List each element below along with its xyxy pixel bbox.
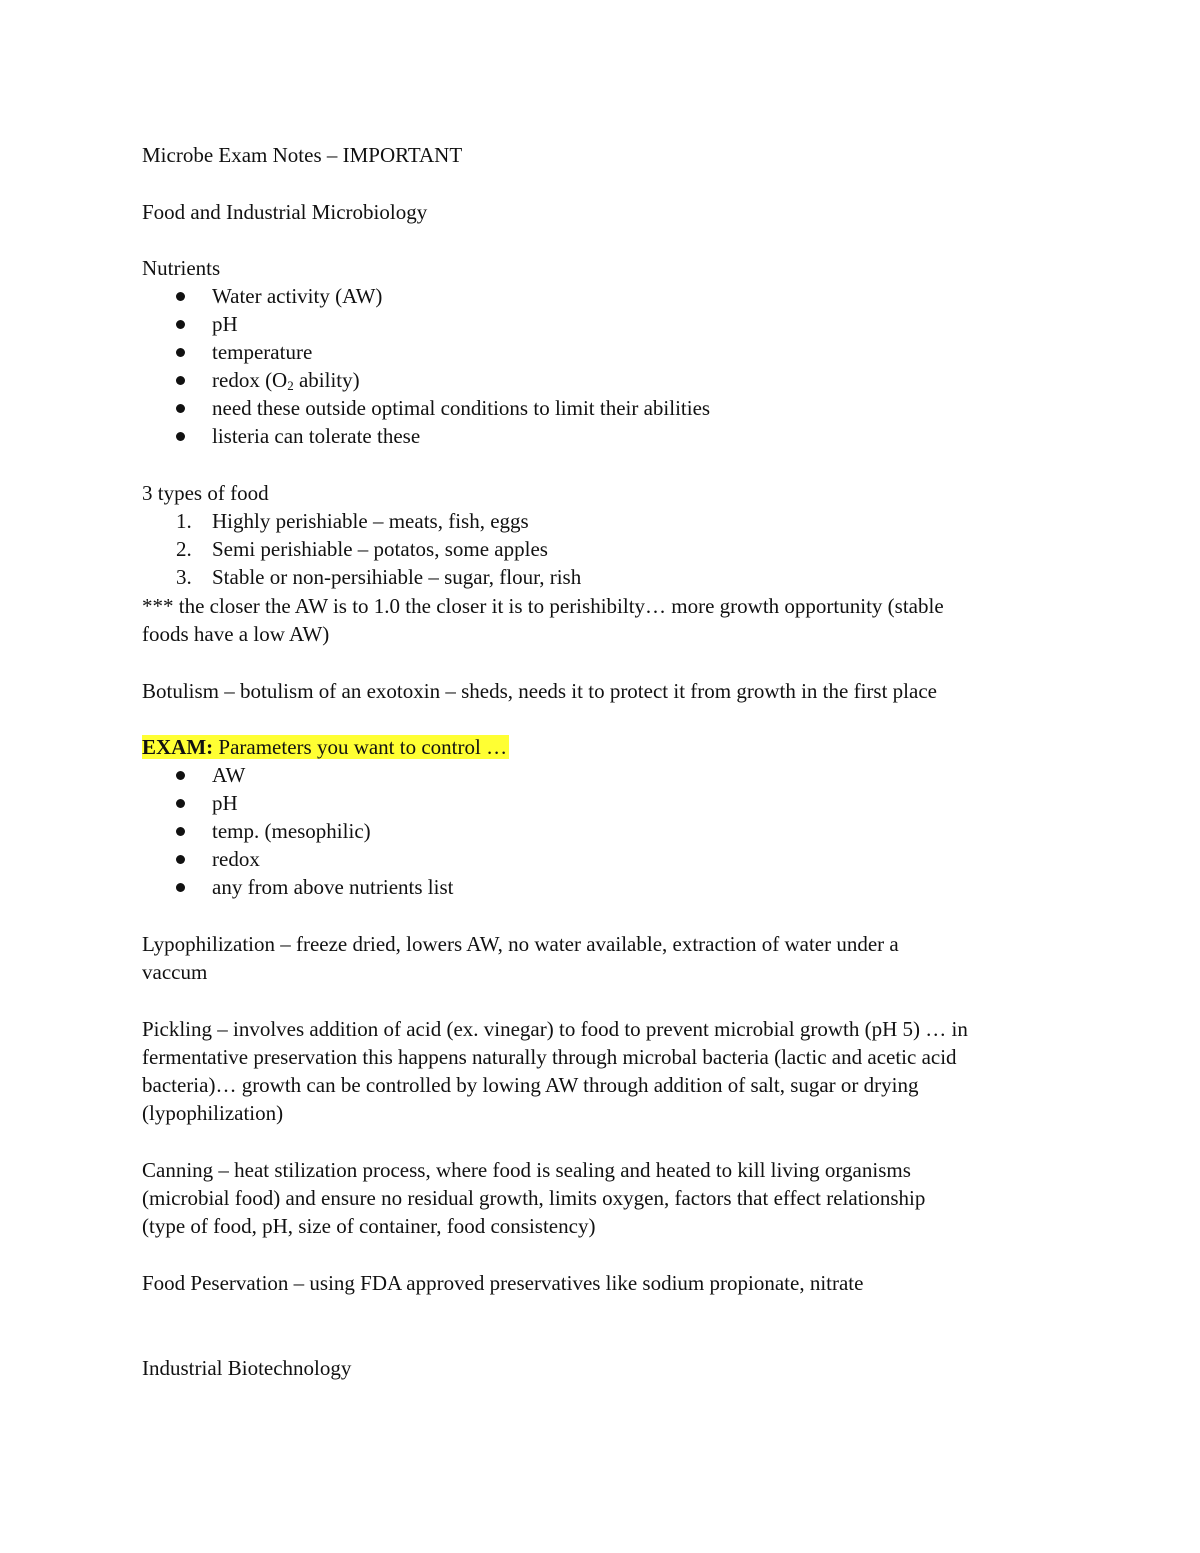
list-item-text (212, 366, 360, 394)
lypophilization-paragraph: Lypophilization – freeze dried, lowers AW, no water available, extraction of water under a (142, 932, 899, 956)
canning-paragraph: Canning – heat stilization process, where food is sealing and heated to kill living organisms (142, 1158, 911, 1182)
lypophilization-paragraph-cont: vaccum (142, 960, 208, 984)
pickling-paragraph-cont: bacteria)… growth can be controlled by lowing AW through addition of salt, sugar or drying (142, 1073, 919, 1097)
botulism-paragraph: Botulism – botulism of an exotoxin – sheds, needs it to protect it from growth in the first place (142, 679, 937, 703)
bullet-icon (176, 855, 185, 864)
list-item-text: temperature (212, 340, 313, 364)
nutrients-heading: Nutrients (142, 256, 221, 280)
list-item-text: Water activity (AW) (212, 284, 383, 308)
list-item-text: listeria can tolerate these (212, 424, 421, 448)
item-number: 3. (176, 565, 192, 589)
bullet-icon (176, 292, 185, 301)
document-title: Microbe Exam Notes – IMPORTANT (142, 143, 463, 167)
section-heading: Food and Industrial Microbiology (142, 200, 428, 224)
bullet-icon (176, 320, 185, 329)
redox-tail: ability) (293, 368, 360, 392)
item-number: 2. (176, 537, 192, 561)
perishability-note: *** the closer the AW is to 1.0 the closer it is to perishibilty… more growth opportunity (stable (142, 594, 944, 618)
bullet-icon (176, 348, 185, 357)
bullet-icon (176, 799, 185, 808)
list-item-text: redox (212, 847, 260, 871)
list-item-text: pH (212, 791, 238, 815)
list-item-text: need these outside optimal conditions to limit their abilities (212, 396, 711, 420)
item-number: 1. (176, 509, 192, 533)
exam-highlight (142, 735, 509, 759)
exam-heading (142, 733, 509, 761)
canning-paragraph-cont: (microbial food) and ensure no residual growth, limits oxygen, factors that effect relationship (142, 1186, 926, 1210)
pickling-paragraph-cont: fermentative preservation this happens naturally through microbal bacteria (lactic and acetic acid (142, 1045, 957, 1069)
list-item-text: pH (212, 312, 238, 336)
bullet-icon (176, 883, 185, 892)
bullet-icon (176, 827, 185, 836)
redox-label: redox (O (212, 368, 288, 392)
redox-subscript: 2 (287, 378, 294, 393)
list-item-text: Semi perishiable – potatos, some apples (212, 537, 548, 561)
bullet-icon (176, 771, 185, 780)
pickling-paragraph: Pickling – involves addition of acid (ex. vinegar) to food to prevent microbial growth (pH 5) … in (142, 1017, 968, 1041)
food-types-heading: 3 types of food (142, 481, 269, 505)
food-preservation-paragraph: Food Peservation – using FDA approved preservatives like sodium propionate, nitrate (142, 1271, 864, 1295)
exam-text: Parameters you want to control … (213, 735, 508, 759)
bullet-icon (176, 404, 185, 413)
industrial-heading: Industrial Biotechnology (142, 1356, 352, 1380)
list-item-text: Stable or non-persihiable – sugar, flour, rish (212, 565, 582, 589)
list-item-text: AW (212, 763, 246, 787)
bullet-icon (176, 432, 185, 441)
canning-paragraph-cont: (type of food, pH, size of container, food consistency) (142, 1214, 596, 1238)
list-item-text: Highly perishiable – meats, fish, eggs (212, 509, 529, 533)
list-item-text: temp. (mesophilic) (212, 819, 371, 843)
list-item-text: any from above nutrients list (212, 875, 454, 899)
perishability-note-cont: foods have a low AW) (142, 622, 330, 646)
exam-label: EXAM: (142, 735, 214, 759)
pickling-paragraph-cont: (lypophilization) (142, 1101, 284, 1125)
bullet-icon (176, 376, 185, 385)
